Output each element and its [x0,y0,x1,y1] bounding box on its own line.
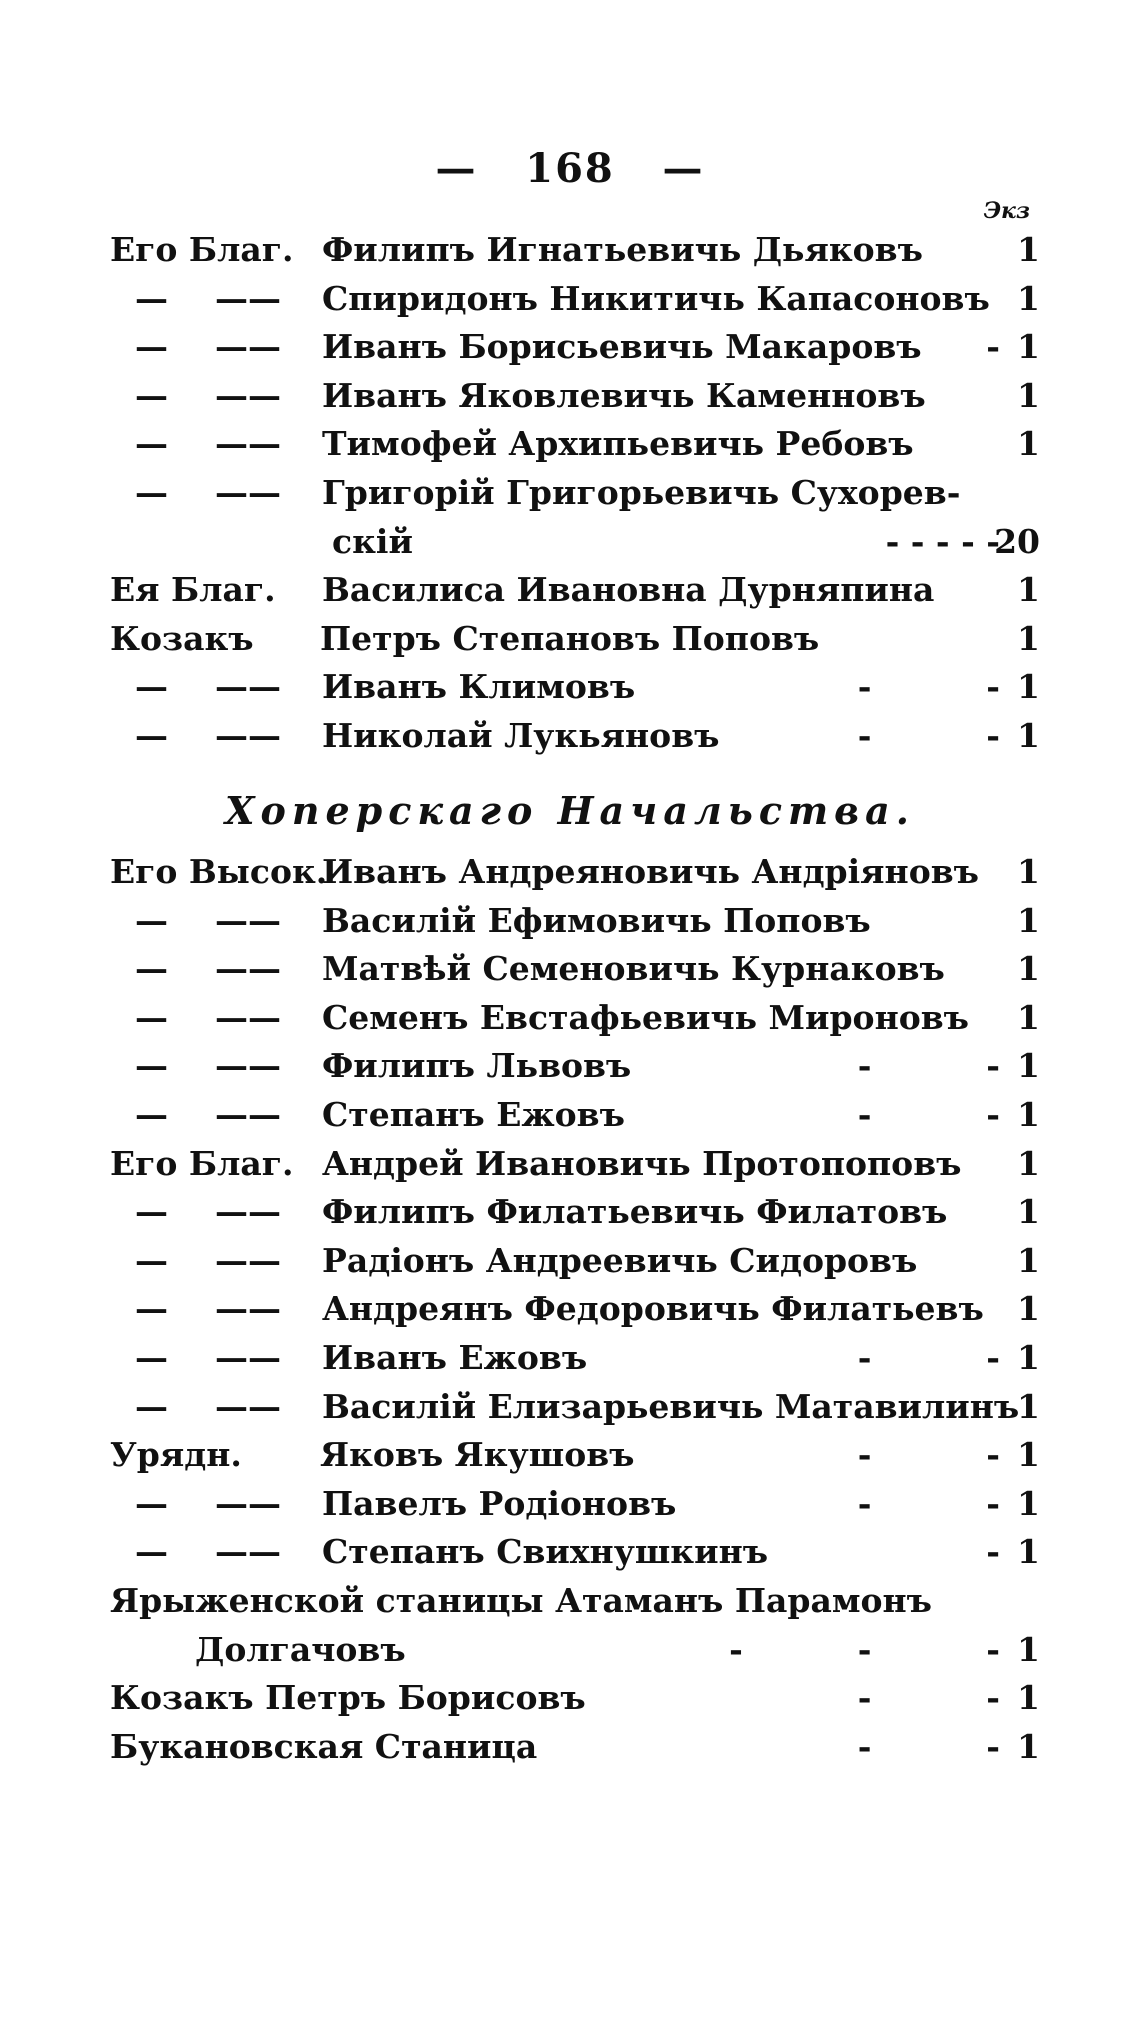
leader-dashes: - - [857,1483,1000,1523]
list-entry [0,1626,1140,1674]
person-name: Филипъ Филатьевичь Филатовъ [322,1192,948,1232]
ditto-mark: — [135,900,168,940]
ditto-mark: —— [215,1240,281,1280]
leader-dashes: - - [857,1726,1000,1766]
leader-dashes: - - [857,1046,1000,1086]
person-name: Степанъ Ежовъ [322,1095,625,1134]
ditto-mark: — [135,1095,168,1134]
ditto-mark: —— [215,1095,281,1134]
list-entry [0,566,1140,614]
leader-dashes: - - [857,1095,1000,1134]
person-name: скій [332,521,413,561]
ditto-mark: —— [215,375,281,415]
copies-column-head: Экз [983,198,1030,224]
ditto-mark: —— [215,900,281,940]
copies-count: 1 [1017,949,1040,989]
entry-text: Букановская Станица [110,1726,538,1766]
copies-count: 1 [1017,1435,1040,1475]
leader-dashes: - - [857,667,1000,707]
leader-dashes: - - [857,1678,1000,1718]
ditto-mark: —— [215,327,281,367]
ditto-mark: — [135,1289,168,1329]
person-name: Василій Елизарьевичь Матавилинъ [322,1386,1020,1426]
copies-count: 1 [1017,327,1040,367]
list-entry [0,897,1140,945]
ditto-mark: —— [215,1532,281,1572]
ditto-mark: —— [215,278,281,318]
list-entry [0,848,1140,896]
ditto-mark: —— [215,1046,281,1086]
copies-count: 1 [1017,278,1040,318]
copies-count: 1 [1017,1240,1040,1280]
list-entry [0,1334,1140,1382]
ditto-mark: — [135,949,168,989]
rank-label: Урядн. [110,1435,242,1475]
ditto-mark: — [135,667,168,707]
list-entry [0,1091,1140,1139]
copies-count: 20 [994,521,1040,561]
list-entry [0,1140,1140,1188]
list-entry [0,518,1140,566]
ditto-mark: —— [215,716,281,755]
person-name: Спиридонъ Никитичь Капасоновъ [322,278,990,318]
rank-label: Ея Благ. [110,570,276,610]
person-name: Матвѣй Семеновичь Курнаковъ [322,949,945,989]
list-entry [0,469,1140,517]
person-name: Иванъ Климовъ [322,667,636,707]
copies-count: 1 [1017,1483,1040,1523]
list-entry [0,372,1140,420]
list-entry [0,323,1140,371]
leader-dashes: - [986,327,1000,367]
copies-count: 1 [1017,1726,1040,1766]
person-name: Иванъ Борисьевичь Макаровъ [322,327,922,367]
copies-count: 1 [1017,1143,1040,1183]
copies-count: 1 [1017,570,1040,610]
copies-count: 1 [1017,618,1040,658]
ditto-mark: — [135,1483,168,1523]
copies-count: 1 [1017,1629,1040,1669]
ditto-mark: —— [215,1386,281,1426]
person-name: Петръ Степановъ Поповъ [320,618,820,658]
copies-count: 1 [1017,1095,1040,1134]
list-entry [0,945,1140,993]
person-name: Андреянъ Федоровичь Филатьевъ [322,1289,984,1329]
person-name: Николай Лукьяновъ [322,716,720,755]
person-name: Павелъ Родіоновъ [322,1483,677,1523]
person-name: Андрей Ивановичь Протопоповъ [322,1143,962,1183]
person-name: Иванъ Ежовъ [322,1338,588,1377]
leader-dashes: - - [857,1435,1000,1475]
page-number-header [0,145,1140,192]
list-entry [0,615,1140,663]
copies-count: 1 [1017,375,1040,415]
list-entry [0,1188,1140,1236]
copies-count: 1 [1017,667,1040,707]
entry-text: Долгачовъ [195,1629,406,1669]
ditto-mark: — [135,1532,168,1572]
header-dash-right: — [662,145,705,192]
list-entry [0,1528,1140,1576]
ditto-mark: —— [215,1483,281,1523]
copies-count: 1 [1017,1192,1040,1232]
entry-text: Ярыженской станицы Атаманъ Парамонъ [110,1581,932,1620]
list-entry [0,420,1140,468]
person-name: Филипъ Игнатьевичь Дьяковъ [322,230,923,269]
ditto-mark: —— [215,424,281,464]
list-entry [0,1237,1140,1285]
person-name: Семенъ Евстафьевичь Мироновъ [322,997,969,1037]
copies-count: 1 [1017,1338,1040,1377]
person-name: Григорій Григорьевичь Сухорев- [322,473,961,512]
ditto-mark: — [135,1338,168,1377]
person-name: Тимофей Архипьевичь Ребовъ [322,424,914,464]
ditto-mark: — [135,1240,168,1280]
list-entry [0,1285,1140,1333]
person-name: Иванъ Яковлевичь Каменновъ [322,375,926,415]
ditto-mark: — [135,1192,168,1232]
ditto-mark: —— [215,1338,281,1377]
rank-label: Его Высок. [110,852,328,891]
leader-dashes: - - [857,716,1000,755]
list-entry [0,1383,1140,1431]
ditto-mark: —— [215,1192,281,1232]
copies-count: 1 [1017,852,1040,891]
ditto-mark: — [135,716,168,755]
copies-count: 1 [1017,1532,1040,1572]
person-name: Филипъ Львовъ [322,1046,632,1086]
ditto-mark: —— [215,949,281,989]
header-dash-left: — [435,145,478,192]
person-name: Радіонъ Андреевичь Сидоровъ [322,1240,918,1280]
list-entry [0,1723,1140,1771]
person-name: Яковъ Якушовъ [320,1435,635,1475]
ditto-mark: — [135,1386,168,1426]
list-entry [0,1431,1140,1479]
list-entry [0,1042,1140,1090]
ditto-mark: — [135,375,168,415]
copies-count: 1 [1017,716,1040,755]
copies-count: 1 [1017,424,1040,464]
ditto-mark: — [135,997,168,1037]
ditto-mark: —— [215,473,281,512]
list-entry [0,226,1140,274]
list-entry [0,663,1140,711]
entry-text: Козакъ Петръ Борисовъ [110,1678,586,1718]
rank-label: Козакъ [110,618,254,658]
copies-count: 1 [1017,230,1040,269]
ditto-mark: —— [215,1289,281,1329]
list-entry [0,994,1140,1042]
ditto-mark: — [135,473,168,512]
ditto-mark: — [135,327,168,367]
list-entry [0,1674,1140,1722]
list-entry [0,1480,1140,1528]
section-title: Хоперскаго Начальства. [225,788,915,833]
copies-count: 1 [1017,1289,1040,1329]
leader-dashes: - - - [729,1629,1000,1669]
copies-count: 1 [1017,997,1040,1037]
leader-dashes: - - - - - [885,521,1000,561]
copies-count: 1 [1017,1386,1040,1426]
person-name: Степанъ Свихнушкинъ [322,1532,769,1572]
list-entry [0,1577,1140,1625]
ditto-mark: —— [215,997,281,1037]
person-name: Василій Ефимовичь Поповъ [322,900,871,940]
page-number: 168 [525,145,615,192]
person-name: Иванъ Андреяновичь Андріяновъ [322,852,979,891]
rank-label: Его Благ. [110,1143,294,1183]
copies-count: 1 [1017,1046,1040,1086]
rank-label: Его Благ. [110,230,294,269]
list-entry [0,275,1140,323]
ditto-mark: — [135,424,168,464]
copies-count: 1 [1017,1678,1040,1718]
leader-dashes: - - [857,1338,1000,1377]
ditto-mark: —— [215,667,281,707]
ditto-mark: — [135,278,168,318]
ditto-mark: — [135,1046,168,1086]
copies-count: 1 [1017,900,1040,940]
list-entry [0,712,1140,760]
leader-dashes: - [986,1532,1000,1572]
person-name: Василиса Ивановна Дурняпина [322,570,935,610]
